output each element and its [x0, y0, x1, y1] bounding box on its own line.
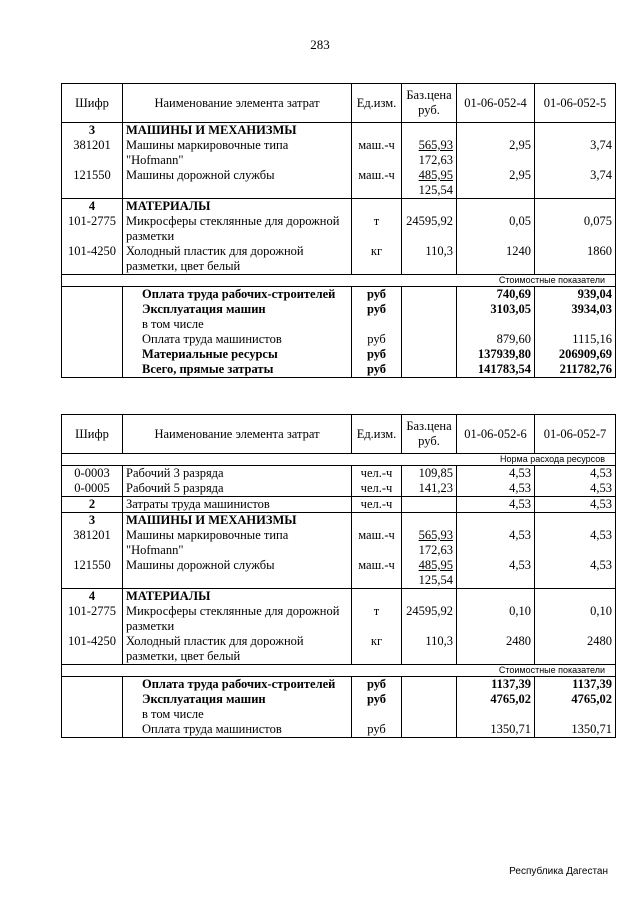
- summary-value-a: [457, 317, 535, 332]
- item-value-b: 4,53: [535, 497, 616, 513]
- summary-name: в том числе: [123, 707, 352, 722]
- item-unit: т: [352, 214, 402, 244]
- item-value-a: 4,53: [457, 558, 535, 589]
- summary-row: [62, 677, 616, 693]
- footer-region: Республика Дагестан: [509, 866, 608, 877]
- item-value-a: 0,05: [457, 214, 535, 244]
- col-header-code: Шифр: [62, 415, 123, 454]
- summary-unit: руб: [352, 677, 402, 693]
- section-row: [62, 589, 616, 605]
- table-row: [62, 466, 616, 482]
- item-price: [402, 558, 457, 589]
- cost-table-1: [61, 83, 616, 378]
- item-unit: чел.-ч: [352, 466, 402, 482]
- price-secondary: 172,63: [418, 543, 453, 557]
- item-value-a: 1240: [457, 244, 535, 275]
- item-price: 141,23: [402, 481, 457, 497]
- summary-value-b: [535, 317, 616, 332]
- summary-value-a: 137939,80: [457, 347, 535, 362]
- section-number: 3: [62, 123, 123, 139]
- item-code: 101-4250: [62, 244, 123, 275]
- summary-unit: руб: [352, 287, 402, 303]
- summary-unit: руб: [352, 362, 402, 378]
- price-primary: 485,95: [418, 168, 453, 182]
- col-header-unit: Ед.изм.: [352, 84, 402, 123]
- item-price: [402, 138, 457, 168]
- col-header-code-b: 01-06-052-7: [535, 415, 616, 454]
- summary-row: [62, 302, 616, 317]
- summary-name: Всего, прямые затраты: [123, 362, 352, 378]
- section-title: МАТЕРИАЛЫ: [123, 199, 352, 215]
- table-row: [62, 138, 616, 168]
- note-resource-norms: Норма расхода ресурсов: [62, 454, 616, 466]
- summary-row: [62, 287, 616, 303]
- table-row: [62, 634, 616, 665]
- summary-value-a: 141783,54: [457, 362, 535, 378]
- summary-unit: [352, 707, 402, 722]
- item-unit: кг: [352, 634, 402, 665]
- note-row: [62, 275, 616, 287]
- item-unit: кг: [352, 244, 402, 275]
- item-name: Холодный пластик для дорожной разметки, цвет белый: [123, 244, 352, 275]
- table-row: [62, 168, 616, 199]
- item-name: Затраты труда машинистов: [123, 497, 352, 513]
- col-header-price: Баз.цена руб.: [402, 415, 457, 454]
- item-price: 109,85: [402, 466, 457, 482]
- summary-value-a: 879,60: [457, 332, 535, 347]
- summary-value-b: 3934,03: [535, 302, 616, 317]
- note-row: [62, 454, 616, 466]
- item-price: 110,3: [402, 244, 457, 275]
- summary-row: [62, 362, 616, 378]
- item-value-a: 4,53: [457, 466, 535, 482]
- section-number: 3: [62, 513, 123, 529]
- summary-unit: руб: [352, 302, 402, 317]
- col-header-name: Наименование элемента затрат: [123, 415, 352, 454]
- summary-name: Оплата труда машинистов: [123, 332, 352, 347]
- price-secondary: 172,63: [418, 153, 453, 167]
- item-code: 0-0005: [62, 481, 123, 497]
- item-name: Рабочий 5 разряда: [123, 481, 352, 497]
- summary-value-a: 740,69: [457, 287, 535, 303]
- summary-value-a: 1137,39: [457, 677, 535, 693]
- summary-unit: [352, 317, 402, 332]
- item-value-a: 2480: [457, 634, 535, 665]
- summary-row: [62, 707, 616, 722]
- item-value-a: 0,10: [457, 604, 535, 634]
- item-unit: маш.-ч: [352, 168, 402, 199]
- item-unit: маш.-ч: [352, 558, 402, 589]
- item-value-b: 0,10: [535, 604, 616, 634]
- col-header-code-a: 01-06-052-4: [457, 84, 535, 123]
- item-unit: маш.-ч: [352, 138, 402, 168]
- item-unit: чел.-ч: [352, 497, 402, 513]
- item-unit: маш.-ч: [352, 528, 402, 558]
- item-value-b: 4,53: [535, 558, 616, 589]
- summary-name: Эксплуатация машин: [123, 302, 352, 317]
- summary-value-b: 939,04: [535, 287, 616, 303]
- item-unit: т: [352, 604, 402, 634]
- summary-value-b: 1115,16: [535, 332, 616, 347]
- summary-row: [62, 692, 616, 707]
- item-value-b: 0,075: [535, 214, 616, 244]
- item-name: Холодный пластик для дорожной разметки, цвет белый: [123, 634, 352, 665]
- item-code: 0-0003: [62, 466, 123, 482]
- summary-value-b: 1137,39: [535, 677, 616, 693]
- summary-value-a: 4765,02: [457, 692, 535, 707]
- item-value-b: 4,53: [535, 481, 616, 497]
- summary-unit: руб: [352, 722, 402, 738]
- summary-name: Оплата труда рабочих-строителей: [123, 287, 352, 303]
- col-header-code-b: 01-06-052-5: [535, 84, 616, 123]
- section-number: 4: [62, 589, 123, 605]
- price-primary: 565,93: [418, 138, 453, 152]
- item-value-b: 3,74: [535, 138, 616, 168]
- item-value-a: 4,53: [457, 481, 535, 497]
- page-number: 283: [310, 37, 330, 52]
- item-code: 381201: [62, 138, 123, 168]
- col-header-code-a: 01-06-052-6: [457, 415, 535, 454]
- note-row: [62, 665, 616, 677]
- section-row: [62, 513, 616, 529]
- item-value-b: 4,53: [535, 466, 616, 482]
- price-primary: 485,95: [418, 558, 453, 572]
- summary-name: в том числе: [123, 317, 352, 332]
- item-value-b: 1860: [535, 244, 616, 275]
- summary-unit: руб: [352, 692, 402, 707]
- item-code: 381201: [62, 528, 123, 558]
- summary-value-b: 4765,02: [535, 692, 616, 707]
- item-price: 24595,92: [402, 214, 457, 244]
- summary-name: Материальные ресурсы: [123, 347, 352, 362]
- price-secondary: 125,54: [418, 183, 453, 197]
- item-unit: чел.-ч: [352, 481, 402, 497]
- summary-row: [62, 317, 616, 332]
- item-name: Микросферы стеклянные для дорожной разметки: [123, 604, 352, 634]
- labor-total-row: [62, 497, 616, 513]
- item-code: 121550: [62, 168, 123, 199]
- header-row: [62, 415, 616, 454]
- item-name: Микросферы стеклянные для дорожной разметки: [123, 214, 352, 244]
- item-value-b: 4,53: [535, 528, 616, 558]
- summary-value-a: 3103,05: [457, 302, 535, 317]
- item-code: 101-2775: [62, 604, 123, 634]
- item-value-a: 2,95: [457, 138, 535, 168]
- col-header-unit: Ед.изм.: [352, 415, 402, 454]
- item-price: 24595,92: [402, 604, 457, 634]
- table-row: [62, 244, 616, 275]
- item-name: Машины маркировочные типа "Hofmann": [123, 528, 352, 558]
- section-title: МАШИНЫ И МЕХАНИЗМЫ: [123, 123, 352, 139]
- summary-value-b: 206909,69: [535, 347, 616, 362]
- summary-name: Оплата труда машинистов: [123, 722, 352, 738]
- table-row: [62, 604, 616, 634]
- cost-table-2: [61, 414, 616, 738]
- item-price: 110,3: [402, 634, 457, 665]
- section-title: МАШИНЫ И МЕХАНИЗМЫ: [123, 513, 352, 529]
- item-code: 101-4250: [62, 634, 123, 665]
- note-cost-indicators: Стоимостные показатели: [62, 275, 616, 287]
- section-number: 2: [62, 497, 123, 513]
- col-header-code: Шифр: [62, 84, 123, 123]
- section-title: МАТЕРИАЛЫ: [123, 589, 352, 605]
- summary-value-b: 211782,76: [535, 362, 616, 378]
- header-row: [62, 84, 616, 123]
- item-value-a: 2,95: [457, 168, 535, 199]
- section-row: [62, 199, 616, 215]
- price-secondary: 125,54: [418, 573, 453, 587]
- item-name: Машины маркировочные типа "Hofmann": [123, 138, 352, 168]
- item-name: Машины дорожной службы: [123, 558, 352, 589]
- summary-name: Эксплуатация машин: [123, 692, 352, 707]
- item-value-a: 4,53: [457, 528, 535, 558]
- summary-value-b: 1350,71: [535, 722, 616, 738]
- summary-value-a: [457, 707, 535, 722]
- item-price: [402, 528, 457, 558]
- summary-row: [62, 722, 616, 738]
- item-value-b: 3,74: [535, 168, 616, 199]
- item-name: Рабочий 3 разряда: [123, 466, 352, 482]
- col-header-name: Наименование элемента затрат: [123, 84, 352, 123]
- item-code: 101-2775: [62, 214, 123, 244]
- item-value-b: 2480: [535, 634, 616, 665]
- section-row: [62, 123, 616, 139]
- item-price: [402, 168, 457, 199]
- summary-name: Оплата труда рабочих-строителей: [123, 677, 352, 693]
- col-header-price: Баз.цена руб.: [402, 84, 457, 123]
- item-name: Машины дорожной службы: [123, 168, 352, 199]
- summary-value-b: [535, 707, 616, 722]
- section-number: 4: [62, 199, 123, 215]
- summary-unit: руб: [352, 347, 402, 362]
- note-cost-indicators: Стоимостные показатели: [62, 665, 616, 677]
- summary-row: [62, 332, 616, 347]
- summary-value-a: 1350,71: [457, 722, 535, 738]
- table-row: [62, 558, 616, 589]
- summary-unit: руб: [352, 332, 402, 347]
- price-primary: 565,93: [418, 528, 453, 542]
- item-value-a: 4,53: [457, 497, 535, 513]
- table-row: [62, 481, 616, 497]
- summary-row: [62, 347, 616, 362]
- item-code: 121550: [62, 558, 123, 589]
- table-row: [62, 214, 616, 244]
- table-row: [62, 528, 616, 558]
